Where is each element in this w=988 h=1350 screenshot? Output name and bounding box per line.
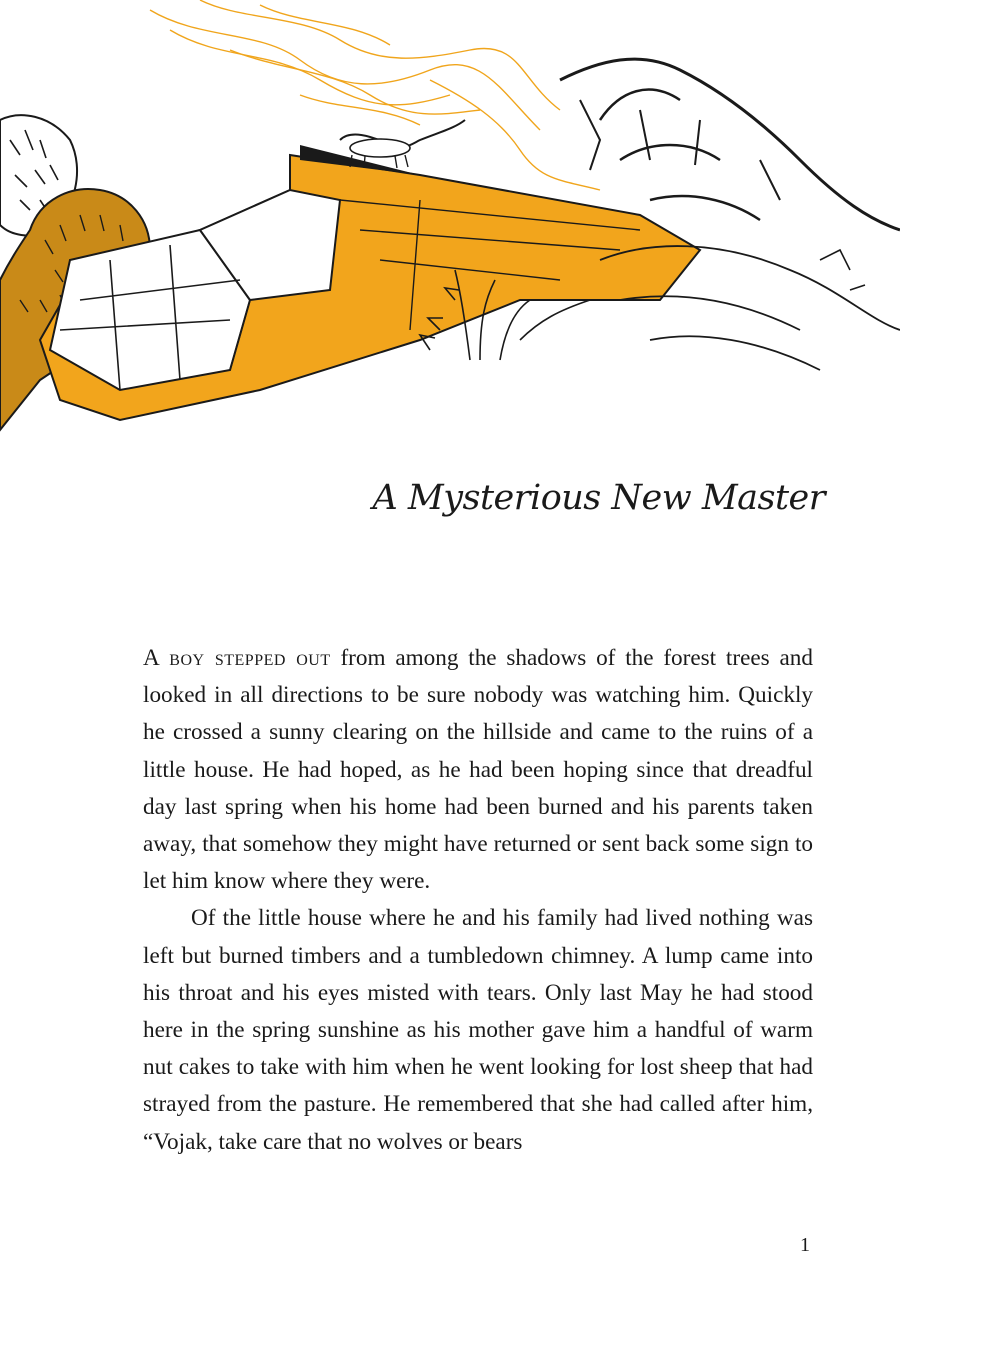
body-text — [143, 640, 813, 1161]
paragraph-2: Of the little house where he and his family had lived nothing was left but burned timbers and a tumbledown chimney. A lump came into his throat and his eyes misted with tears. Only last May he had stood here in the spring sunshine as his mother gave him a handful of warm nut cakes to take with him when he went looking for lost sheep that had strayed from the pasture. He remembered that she had called after him, “Vojak, take care that no wolves or bears — [143, 905, 813, 1155]
paragraph-1-text: from among the shadows of the forest trees and looked in all directions to be sure nobody was watching him. Quickly he crossed a sunny clearing on the hillside and came to the ruins of a little house. He had hoped, as he had been hoping since that dreadful day last spring when his home had been burned and his parents taken away, that somehow they might have returned or sent back some sign to let him know where they were. — [143, 645, 813, 895]
stone-ruins — [40, 145, 700, 420]
paragraph-1 — [143, 640, 813, 900]
paragraph-lead-in: A boy stepped out — [143, 645, 331, 671]
header-illustration — [0, 0, 900, 465]
chapter-title: A Mysterious New Master — [372, 478, 825, 518]
sky-swirls — [150, 0, 600, 190]
page-number: 1 — [800, 1234, 810, 1256]
